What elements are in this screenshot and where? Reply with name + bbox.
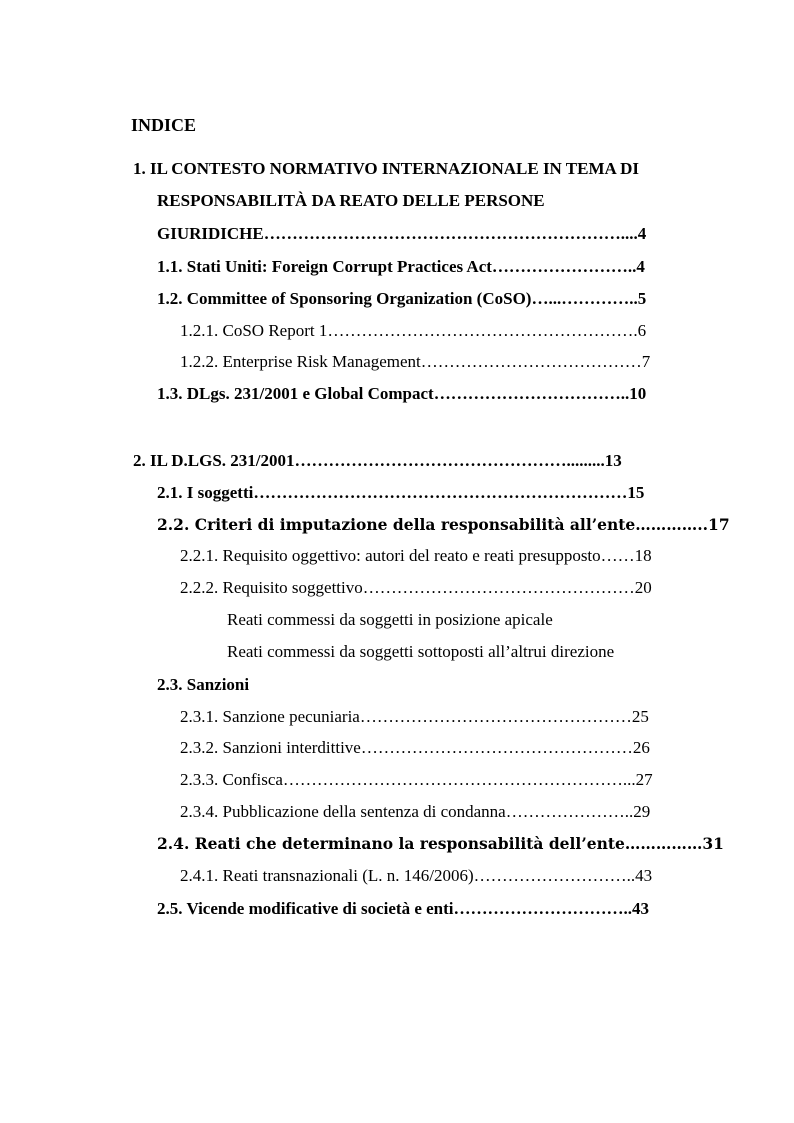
toc-section-1-3: 1.3. DLgs. 231/2001 e Global Compact……………………………..10 [157, 384, 647, 403]
toc-subitem-sottoposti: Reati commessi da soggetti sottoposti all’altrui direzione [227, 642, 615, 661]
toc-section-2-3-1: 2.3.1. Sanzione pecuniaria…………………………………………25 [180, 707, 649, 726]
toc-section-2-1: 2.1. I soggetti…………………………………………………………15 [157, 483, 645, 502]
toc-section-1-1: 1.1. Stati Uniti: Foreign Corrupt Practices Act……………………..4 [157, 257, 645, 276]
toc-section-2-4: 2.4. Reati che determinano la responsabilità dell’ente……………31 [157, 834, 724, 853]
toc-section-1-2-1: 1.2.1. CoSO Report 1……………………………………………….6 [180, 321, 647, 340]
toc-chapter-1-line-3: GIURIDICHE………………………………………………………....4 [157, 224, 647, 243]
toc-chapter-2: 2. IL D.LGS. 231/2001………………………………………….........13 [133, 451, 622, 470]
toc-chapter-1-line-2: RESPONSABILITÀ DA REATO DELLE PERSONE [157, 191, 545, 210]
toc-section-1-2: 1.2. Committee of Sponsoring Organization (CoSO)…...…………..5 [157, 289, 647, 308]
toc-heading: INDICE [131, 115, 197, 135]
toc-chapter-1-line-1: 1. IL CONTESTO NORMATIVO INTERNAZIONALE IN TEMA DI [133, 159, 639, 178]
toc-section-2-2-1: 2.2.1. Requisito oggettivo: autori del reato e reati presupposto……18 [180, 546, 652, 565]
toc-section-2-3: 2.3. Sanzioni [157, 675, 250, 694]
toc-section-2-4-1: 2.4.1. Reati transnazionali (L. n. 146/2006)………………………..43 [180, 866, 653, 885]
toc-section-1-2-2: 1.2.2. Enterprise Risk Management…………………………………7 [180, 352, 651, 371]
toc-subitem-apicale: Reati commessi da soggetti in posizione apicale [227, 610, 553, 629]
toc-section-2-2-2: 2.2.2. Requisito soggettivo…………………………………………20 [180, 578, 652, 597]
toc-section-2-2: 2.2. Criteri di imputazione della responsabilità all’ente…………..17 [157, 515, 730, 534]
toc-section-2-5: 2.5. Vicende modificative di società e enti…………………………..43 [157, 899, 650, 918]
toc-section-2-3-2: 2.3.2. Sanzioni interdittive…………………………………………26 [180, 738, 650, 757]
toc-section-2-3-4: 2.3.4. Pubblicazione della sentenza di condanna…………………..29 [180, 802, 651, 821]
toc-section-2-3-3: 2.3.3. Confisca……………………………………………………...27 [180, 770, 653, 789]
